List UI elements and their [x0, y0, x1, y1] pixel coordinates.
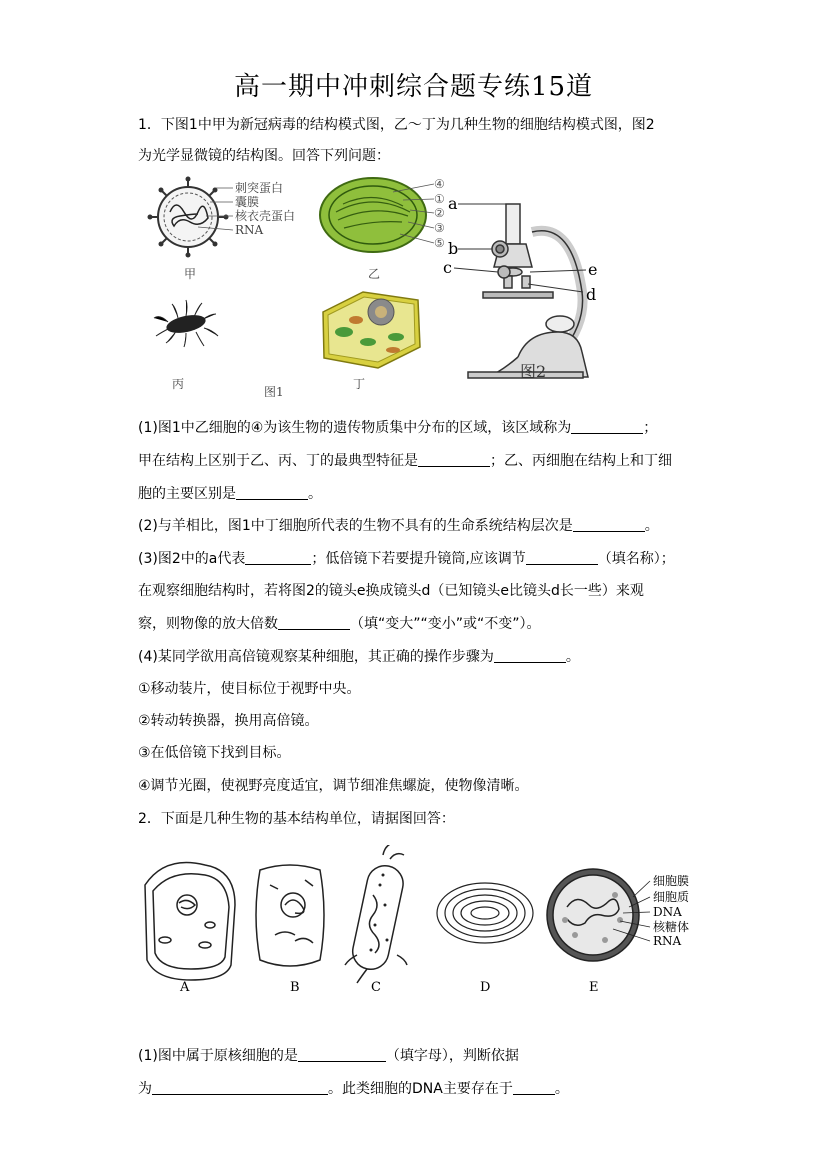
q1-part3-text-d: 察，则物像的放大倍数: [138, 616, 278, 632]
cell-letter-e: E: [589, 980, 599, 995]
cell-yi-diagram: [320, 178, 434, 252]
label-nucleocapsid: 核衣壳蛋白: [235, 209, 296, 223]
q1-part4-line: [138, 646, 580, 666]
cell-bing-diagram: [154, 300, 218, 347]
scope-label-b: b: [448, 239, 459, 258]
cell-e-diagram: [547, 869, 650, 961]
q1-part2-line: [138, 515, 659, 535]
step-3: ③在低倍镜下找到目标。: [138, 745, 291, 761]
step-4: ④调节光圈，使视野亮度适宜，调节细准焦螺旋，使物像清晰。: [138, 778, 529, 794]
q1-part2-text-b: 。: [644, 518, 659, 534]
q2-part1-text-d: 。此类细胞的DNA主要存在于: [328, 1081, 513, 1097]
answer-blank: [418, 452, 490, 467]
scope-label-c: c: [443, 258, 452, 277]
answer-blank: [278, 615, 350, 630]
answer-blank: [152, 1080, 328, 1095]
scope-label-d: d: [586, 285, 597, 304]
e-label-membrane: 细胞膜: [653, 874, 690, 888]
answer-blank: [573, 517, 645, 532]
q1-part1-text-b: ；: [643, 420, 658, 436]
q1-part1-text-a: (1)图1中乙细胞的④为该生物的遗传物质集中分布的区域，该区域称为: [138, 420, 572, 436]
cell-ding-diagram: [323, 292, 420, 368]
q1-part3-text-a: (3)图2中的a代表: [138, 551, 246, 567]
q1-part1-text-e: 胞的主要区别是: [138, 486, 236, 502]
label-spike-protein: 刺突蛋白: [235, 181, 284, 195]
answer-blank: [298, 1047, 386, 1062]
q1-part3-line2: 在观察细胞结构时，若将图2的镜头e换成镜头d（已知镜头e比镜头d长一些）来观: [138, 583, 644, 599]
virus-diagram: [148, 177, 234, 258]
step-2: ②转动转换器，换用高倍镜。: [138, 713, 319, 729]
answer-blank: [526, 550, 598, 565]
answer-blank: [571, 419, 643, 434]
caption-yi: 乙: [368, 267, 381, 281]
yi-part-1: ①: [434, 192, 445, 206]
q2-part1-line1: [138, 1045, 519, 1065]
q1-part2-text-a: (2)与羊相比，图1中丁细胞所代表的生物不具有的生命系统结构层次是: [138, 518, 573, 534]
q2-part1-line2: [138, 1078, 569, 1098]
e-label-dna: DNA: [653, 905, 682, 919]
cell-letter-a: A: [180, 980, 190, 995]
q2-part1-text-e: 。: [554, 1081, 569, 1097]
q2-part1-text-b: （填字母），判断依据: [385, 1048, 519, 1064]
q1-part3-text-e: （填“变大”“变小”或“不变”）。: [350, 616, 541, 632]
e-label-ribosome: 核糖体: [653, 920, 690, 934]
caption-figure-1: 图1: [264, 385, 284, 397]
answer-blank: [513, 1080, 555, 1095]
e-label-rna: RNA: [653, 934, 682, 948]
cell-letter-b: B: [290, 980, 300, 995]
q1-part4-text-a: (4)某同学欲用高倍镜观察某种细胞，其正确的操作步骤为: [138, 649, 494, 665]
answer-blank: [494, 648, 566, 663]
scope-label-a: a: [448, 194, 458, 213]
q2-part1-text-a: (1)图中属于原核细胞的是: [138, 1048, 298, 1064]
q1-part3-text-b: ；低倍镜下若要提升镜筒,应该调节: [311, 551, 526, 567]
label-envelope: 囊膜: [235, 195, 260, 209]
caption-figure-2: 图2: [520, 362, 547, 381]
e-label-cytoplasm: 细胞质: [653, 890, 690, 904]
caption-jia: 甲: [184, 267, 197, 281]
q2-part1-text-c: 为: [138, 1081, 152, 1097]
q1-stem-line2: 为光学显微镜的结构图。回答下列问题：: [138, 148, 390, 164]
cell-letter-c: C: [371, 980, 381, 995]
q1-part3-line1: [138, 548, 675, 568]
scope-label-e: e: [588, 260, 598, 279]
figure-cells-a-to-e: [135, 845, 715, 1000]
microscope-diagram: [454, 204, 588, 378]
q1-part4-text-b: 。: [565, 649, 580, 665]
q1-part1-text-d: ；乙、丙细胞在结构上和丁细: [490, 453, 672, 469]
cell-letter-d: D: [480, 980, 491, 995]
yi-part-5: ⑤: [434, 236, 445, 250]
answer-blank: [236, 485, 308, 500]
cell-d-diagram: [437, 883, 533, 943]
q1-part3-line3: [138, 613, 541, 633]
q1-part1-line3: [138, 483, 322, 503]
q1-part1-line2: [138, 450, 672, 470]
page-title: 高一期中冲刺综合题专练15道: [233, 72, 594, 102]
caption-bing: 丙: [172, 377, 185, 391]
figure-1-and-2: [138, 172, 608, 397]
caption-ding: 丁: [353, 377, 366, 391]
cell-b-diagram: [256, 865, 324, 966]
q1-part3-text-c: （填名称）；: [597, 551, 675, 567]
step-1: ①移动装片，使目标位于视野中央。: [138, 681, 361, 697]
yi-part-3: ③: [434, 221, 445, 235]
cell-a-diagram: [145, 863, 235, 981]
q1-stem-line1: 1．下图1中甲为新冠病毒的结构模式图，乙～丁为几种生物的细胞结构模式图，图2: [138, 117, 655, 133]
answer-blank: [245, 550, 311, 565]
q1-part1-text-c: 甲在结构上区别于乙、丙、丁的最典型特征是: [138, 453, 418, 469]
q1-part1-line1: [138, 417, 657, 437]
yi-part-2: ②: [434, 206, 445, 220]
label-rna: RNA: [235, 223, 264, 237]
q2-stem: 2．下面是几种生物的基本结构单位，请据图回答：: [138, 811, 455, 827]
yi-part-4: ④: [434, 177, 445, 191]
cell-c-diagram: [345, 845, 407, 983]
q1-part1-text-f: 。: [308, 486, 322, 502]
